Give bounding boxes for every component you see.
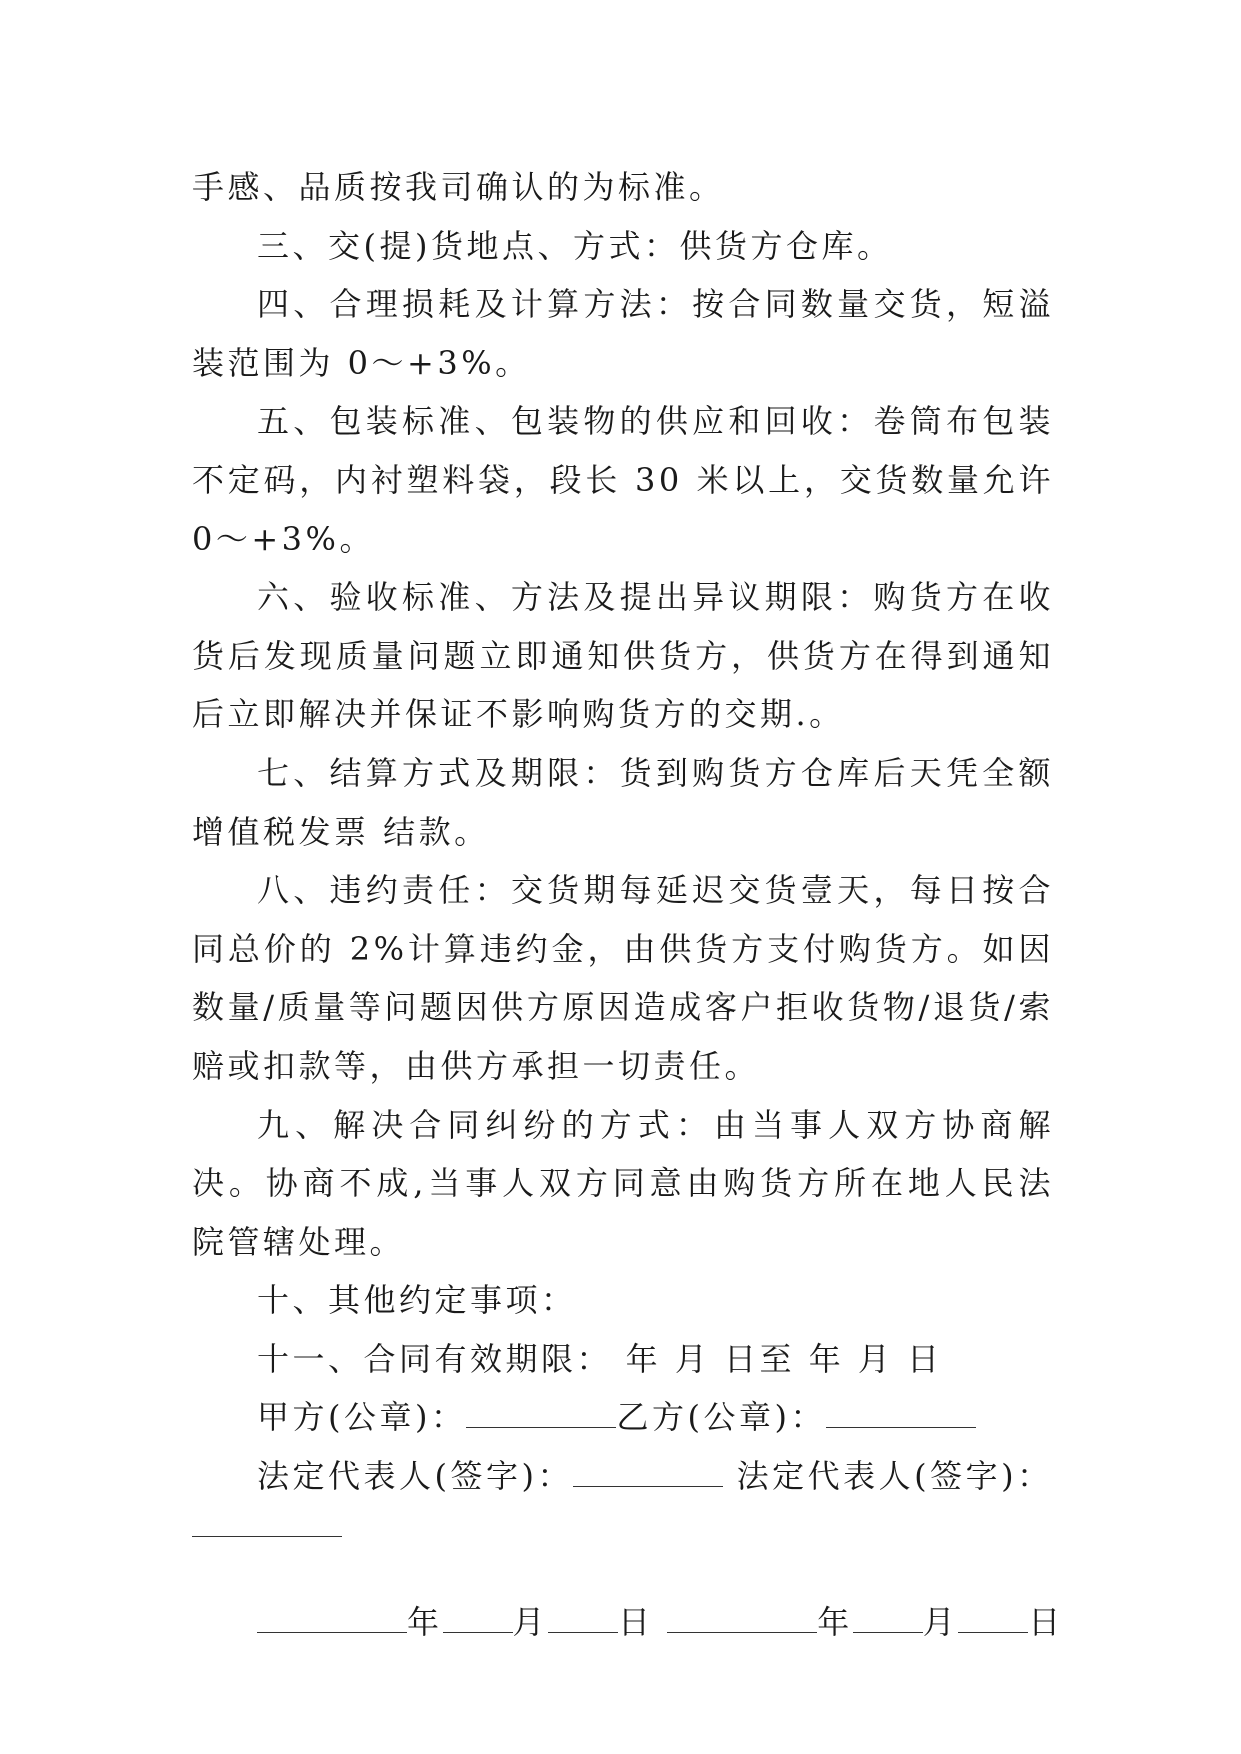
clause-loss-calculation: 四、合理损耗及计算方法：按合同数量交货，短溢装范围为 0～+3%。 bbox=[192, 285, 1054, 382]
date-b-day-field[interactable] bbox=[958, 1602, 1028, 1633]
date-a-year-field[interactable] bbox=[257, 1602, 407, 1633]
clause-packaging: 五、包装标准、包装物的供应和回收：卷筒布包装不定码，内衬塑料袋，段长 30 米以上，交货数量允许 0～+3%。 bbox=[192, 402, 1054, 558]
clause-dispute: 九、解决合同纠纷的方式：由当事人双方协商解决。协商不成,当事人双方同意由购货方所在地人民法院管辖处理。 bbox=[192, 1105, 1054, 1261]
date-a-day-label: 日 bbox=[618, 1603, 654, 1642]
rep-b-label: 法定代表人(签字)： bbox=[736, 1457, 1053, 1496]
date-a-day-field[interactable] bbox=[548, 1602, 618, 1633]
rep-a-signature-field[interactable] bbox=[573, 1456, 723, 1487]
clause-other-matters: 十、其他约定事项： bbox=[257, 1281, 577, 1320]
date-a-month-label: 月 bbox=[512, 1603, 549, 1642]
party-a-seal-field[interactable] bbox=[466, 1397, 616, 1428]
date-b-year-label: 年 bbox=[817, 1603, 853, 1642]
clause-acceptance: 六、验收标准、方法及提出异议期限：购货方在收货后发现质量问题立即通知供货方，供货方在得到通知后立即解决并保证不影响购货方的交期.。 bbox=[192, 578, 1054, 734]
date-b-month-label: 月 bbox=[922, 1603, 959, 1642]
party-b-seal-field[interactable] bbox=[826, 1397, 976, 1428]
party-b-label: 乙方(公章)： bbox=[616, 1398, 826, 1437]
contract-body bbox=[192, 158, 1064, 1652]
clause-liability: 八、违约责任：交货期每延迟交货壹天，每日按合同总价的 2%计算违约金，由供货方支付购货方。如因数量/质量等问题因供方原因造成客户拒收货物/退货/索赔或扣款等，由供方承担一切责任。 bbox=[192, 871, 1054, 1085]
spacer bbox=[192, 1564, 1054, 1593]
date-a-year-label: 年 bbox=[407, 1603, 443, 1642]
date-b-month-field[interactable] bbox=[853, 1602, 923, 1633]
rep-a-label: 法定代表人(签字)： bbox=[257, 1457, 573, 1496]
rep-b-signature-field[interactable] bbox=[192, 1506, 342, 1537]
date-b-day-label: 日 bbox=[1028, 1603, 1064, 1642]
date-line bbox=[192, 1593, 1064, 1652]
date-b-year-field[interactable] bbox=[667, 1602, 817, 1633]
clause-quality-standard: 手感、品质按我司确认的为标准。 bbox=[192, 168, 725, 206]
clause-validity: 十一、合同有效期限： 年 月 日至 年 月 日 bbox=[257, 1339, 943, 1378]
rep-b-signature-row bbox=[192, 1506, 1054, 1565]
date-a-month-field[interactable] bbox=[443, 1602, 513, 1633]
clause-settlement: 七、结算方式及期限：货到购货方仓库后天凭全额增值税发票 结款。 bbox=[192, 753, 1054, 851]
party-a-label: 甲方(公章)： bbox=[257, 1398, 467, 1437]
representative-line bbox=[192, 1447, 1054, 1506]
clause-delivery-location: 三、交(提)货地点、方式：供货方仓库。 bbox=[257, 226, 893, 265]
party-seal-line bbox=[192, 1388, 1054, 1447]
